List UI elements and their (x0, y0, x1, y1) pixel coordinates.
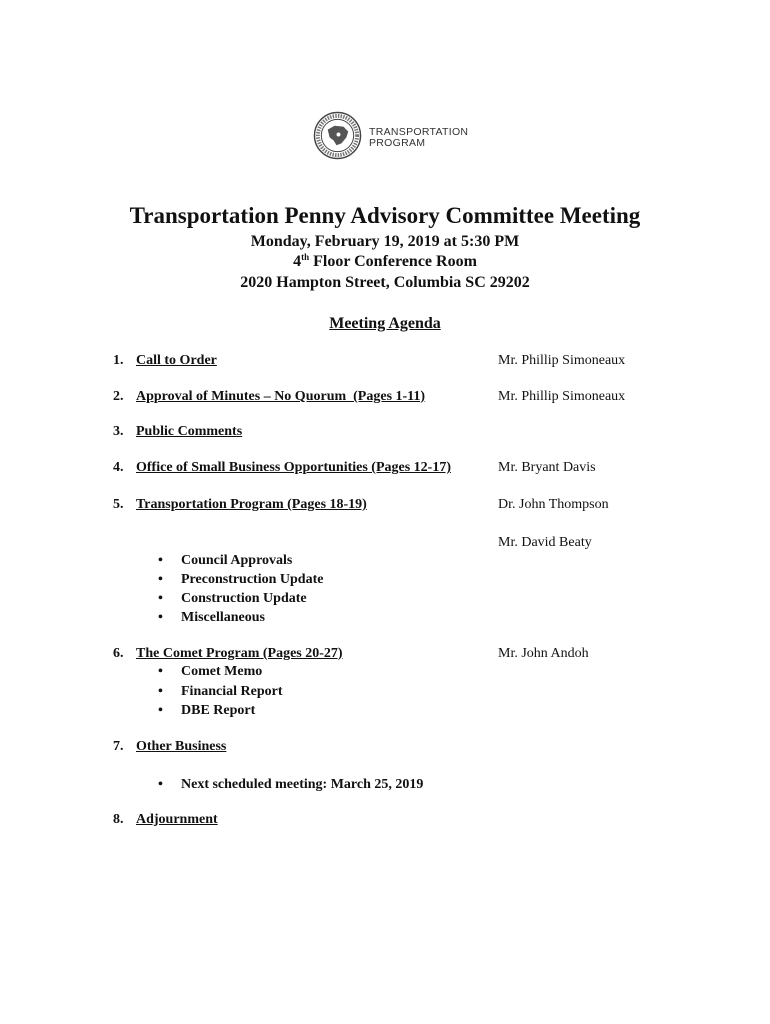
agenda-item-6 (113, 646, 343, 662)
agenda-item-label: Transportation Program (Pages 18-19) (136, 497, 367, 512)
presenter: Mr. Bryant Davis (498, 460, 596, 475)
bullet-text: Next scheduled meeting: March 25, 2019 (181, 777, 424, 792)
agenda-item-label: Approval of Minutes – No Quorum (Pages 1-11) (136, 389, 426, 404)
room-text: Floor Conference Room (309, 253, 477, 270)
agenda-item-8 (113, 812, 218, 828)
bullet-icon: • (158, 777, 163, 792)
meeting-room (0, 253, 770, 271)
agenda-item-label: The Comet Program (Pages 20-27) (136, 646, 343, 661)
meeting-title: Transportation Penny Advisory Committee Meeting (129, 203, 641, 228)
presenter: Mr. Phillip Simoneaux (498, 389, 626, 404)
presenter: Mr. John Andoh (498, 646, 589, 661)
bullet-text: Miscellaneous (181, 610, 265, 625)
bullet-item (158, 591, 307, 607)
agenda-item-1 (113, 353, 217, 369)
bullet-icon: • (158, 572, 163, 587)
agenda-item-number: 2. (113, 389, 124, 404)
agenda-item-label: Adjournment (136, 812, 218, 827)
agenda-item-2 (113, 389, 425, 405)
agenda-heading: Meeting Agenda (329, 315, 441, 332)
agenda-item-4 (113, 460, 451, 476)
presenter: Dr. John Thompson (498, 497, 609, 512)
agenda-item-7 (113, 739, 226, 755)
agenda-item-number: 1. (113, 353, 124, 368)
agenda-item-3 (113, 424, 242, 440)
bullet-text: DBE Report (181, 703, 256, 718)
program-logo (313, 111, 473, 163)
meeting-date: Monday, February 19, 2019 at 5:30 PM (250, 233, 520, 250)
bullet-item (158, 572, 323, 588)
room-ordinal: th (301, 252, 310, 262)
agenda-item-number: 3. (113, 424, 124, 439)
bullet-item (158, 553, 292, 569)
bullet-text: Construction Update (181, 591, 307, 606)
presenter: Mr. Phillip Simoneaux (498, 353, 626, 368)
bullet-item (158, 664, 262, 680)
bullet-item (158, 610, 265, 626)
agenda-item-number: 8. (113, 812, 124, 827)
agenda-item-5 (113, 497, 367, 513)
agenda-item-number: 4. (113, 460, 124, 475)
agenda-item-label: Office of Small Business Opportunities (Pages 12-17) (136, 460, 451, 475)
bullet-item (158, 777, 423, 793)
bullet-icon: • (158, 591, 163, 606)
agenda-item-number: 5. (113, 497, 124, 512)
bullet-text: Council Approvals (181, 553, 293, 568)
bullet-text: Comet Memo (181, 664, 263, 679)
bullet-icon: • (158, 684, 163, 699)
logo-text-line1: TRANSPORTATION (369, 126, 469, 138)
bullet-icon: • (158, 553, 163, 568)
logo-text-line2: PROGRAM (369, 137, 426, 149)
bullet-item (158, 703, 255, 719)
county-seal-icon (313, 111, 362, 160)
room-number: 4 (293, 253, 302, 270)
meeting-address: 2020 Hampton Street, Columbia SC 29202 (240, 274, 530, 291)
agenda-item-label: Other Business (136, 739, 227, 754)
agenda-item-label: Call to Order (136, 353, 217, 368)
agenda-item-number: 7. (113, 739, 124, 754)
bullet-text: Preconstruction Update (181, 572, 324, 587)
bullet-icon: • (158, 664, 163, 679)
presenter-secondary: Mr. David Beaty (498, 535, 592, 550)
bullet-item (158, 684, 283, 700)
bullet-text: Financial Report (181, 684, 283, 699)
bullet-icon: • (158, 703, 163, 718)
agenda-item-label: Public Comments (136, 424, 243, 439)
bullet-icon: • (158, 610, 163, 625)
agenda-item-number: 6. (113, 646, 124, 661)
